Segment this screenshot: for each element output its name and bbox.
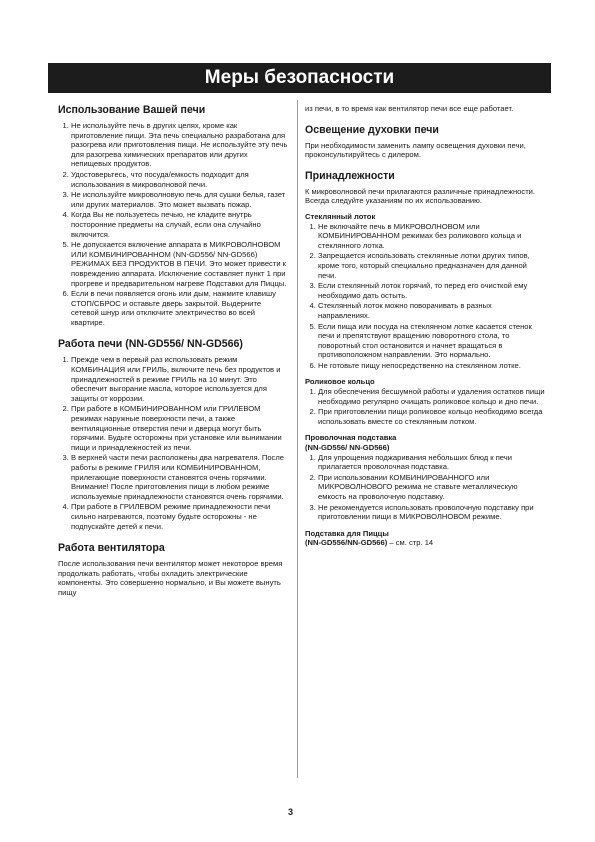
pizza-stand-models: (NN-GD556/NN-GD566) bbox=[305, 538, 388, 548]
list-item: 2. При приготовлении пищи роликовое кольцо необходимо всегда использовать вместе со стеклянным лотком. bbox=[318, 407, 545, 426]
roller-ring-list bbox=[305, 387, 545, 426]
list-item: 4. При работе в ГРИЛЕВОМ режиме принадлежности печи сильно нагреваются, поэтому будьте осторожны - не подпускайте детей к печи. bbox=[71, 502, 290, 531]
subheading-glass-tray: Стеклянный лоток bbox=[305, 211, 376, 221]
list-item: 1. Не включайте печь в МИКРОВОЛНОВОМ или КОМБИНИРОВАННОМ режимах без роликового кольца и стеклянного лотка. bbox=[318, 222, 545, 251]
list-item: 2. При работе в КОМБИНИРОВАННОМ или ГРИЛЕВОМ режимах наружные поверхности печи, а также вентиляционные отверстия печи и дверца могут быть горячими. Будьте осторожны при установке или вынимании пищи и принадлежностей из печи. bbox=[71, 404, 290, 452]
list-item: 4. Когда Вы не пользуетесь печью, не кладите внутрь посторонние предметы на случай, если она случайно включится. bbox=[71, 210, 290, 239]
section-heading-accessories: Принадлежности bbox=[305, 169, 395, 182]
list-item: 3. Не используйте микроволновую печь для сушки белья, газет или других материалов. Это может вызвать пожар. bbox=[71, 190, 290, 209]
list-item: 2. Запрещается использовать стеклянные лотки других типов, кроме того, который специально предназначен для данной печи. bbox=[318, 251, 545, 280]
list-item: 2. При использовании КОМБИНИРОВАННОГО или МИКРОВОЛНОВОГО режима не ставьте металлическую емкость на проволочную подставку. bbox=[318, 473, 545, 502]
subheading-pizza-stand: Подставка для Пиццы bbox=[305, 528, 389, 538]
section-heading-lighting: Освещение духовки печи bbox=[305, 123, 439, 136]
list-item: 6. Если в печи появляется огонь или дым, нажмите клавишу СТОП/СБРОС и оставьте дверь закрытой. Выдерните сетевой шнур или отключите электричество во всей квартире. bbox=[71, 289, 290, 327]
list-item: 3. Если стеклянный лоток горячий, то перед его очисткой ему необходимо дать остыть. bbox=[318, 281, 545, 300]
right-column bbox=[305, 104, 545, 548]
pizza-stand-text bbox=[305, 538, 545, 548]
list-item: 2. Удостоверьтесь, что посуда/емкость подходит для использования в микроволновой печи. bbox=[71, 170, 290, 189]
list-item: 1. Не используйте печь в других целях, кроме как приготовление пищи. Эта печь специально разработана для разогрева или приготовления пищи. Не используйте эту печь для разогрева химических препаратов или других непищевых продуктов. bbox=[71, 121, 290, 169]
oven-use-list bbox=[58, 121, 290, 327]
list-item: 1. Для обеспечения бесшумной работы и удаления остатков пищи необходимо регулярно очищать роликовое кольцо и дно печи. bbox=[318, 387, 545, 406]
page-title: Меры безопасности bbox=[48, 63, 551, 93]
glass-tray-list bbox=[305, 222, 545, 371]
list-item: 6. Не готовьте пищу непосредственно на стеклянном лотке. bbox=[318, 361, 545, 371]
section-heading-oven-use: Использование Вашей печи bbox=[58, 104, 206, 116]
column-divider bbox=[297, 100, 298, 778]
list-item: 3. Не рекомендуется использовать проволочную подставку при приготовлении пищи в МИКРОВОЛНОВОМ режиме. bbox=[318, 503, 545, 522]
list-item: 5. Если пища или посуда на стеклянном лотке касается стенок печи и препятствуют вращению поворотного стола, то поворотный стол остановится и начнет вращаться в противоположном направлении. Это нормально. bbox=[318, 322, 545, 360]
section-heading-oven-operation: Работа печи (NN-GD556/ NN-GD566) bbox=[58, 338, 243, 351]
list-item: 3. В верхней части печи расположены два нагревателя. После работы в режиме ГРИЛЯ или КОМБИНИРОВАННОМ, прилегающие поверхности становятся очень горячими. Внимание! После приготовления пищи в любом режиме используемые принадлежности становятся очень горячими. bbox=[71, 453, 290, 501]
oven-operation-list bbox=[58, 355, 290, 531]
accessories-text: К микроволновой печи прилагаются различные принадлежности. Всегда следуйте указаниям по их использованию. bbox=[305, 186, 536, 206]
list-item: 5. Не допускается включение аппарата в МИКРОВОЛНОВОМ ИЛИ КОМБИНИРОВАННОМ (NN-GD556/ NN-GD566) РЕЖИМАХ БЕЗ ПРОДУКТОВ В ПЕЧИ. Это может привести к повреждению аппарата. Исключение составляет пункт 1 при прогреве и предварительном нагреве Подставки для Пиццы. bbox=[71, 240, 290, 288]
subheading-wire-rack: Проволочная подставка bbox=[305, 433, 397, 443]
list-item: 1. Прежде чем в первый раз использовать режим КОМБИНАЦИЯ или ГРИЛЬ, включите печь без продуктов и принадлежностей в режиме ГРИЛЬ на 10 минут. Это обеспечит выгорание масла, которое используется для защиты от коррозии. bbox=[71, 355, 290, 403]
list-item: 1. Для упрощения поджаривания небольших блюд к печи прилагается проволочная подставка. bbox=[318, 453, 545, 472]
subheading-roller-ring: Роликовое кольцо bbox=[305, 377, 375, 387]
list-item: 4. Стеклянный лоток можно поворачивать в разных направлениях. bbox=[318, 301, 545, 320]
fan-text-continuation: из печи, в то время как вентилятор печи все еще работает. bbox=[305, 104, 514, 113]
wire-rack-list bbox=[305, 453, 545, 522]
fan-text: После использования печи вентилятор может некоторое время продолжать работать, чтобы охладить электрические компоненты. Это совершенно нормально, и Вы можете вынуть пищу bbox=[58, 559, 283, 597]
page-number: 3 bbox=[288, 807, 294, 817]
left-column bbox=[58, 104, 290, 598]
section-heading-fan: Работа вентилятора bbox=[58, 542, 165, 555]
pizza-stand-reference: – см. стр. 14 bbox=[387, 538, 434, 548]
subheading-wire-rack-models: (NN-GD556/ NN-GD566) bbox=[305, 443, 390, 453]
lighting-text: При необходимости заменить лампу освещения духовки печи, проконсультируйтесь с дилером. bbox=[305, 140, 526, 160]
